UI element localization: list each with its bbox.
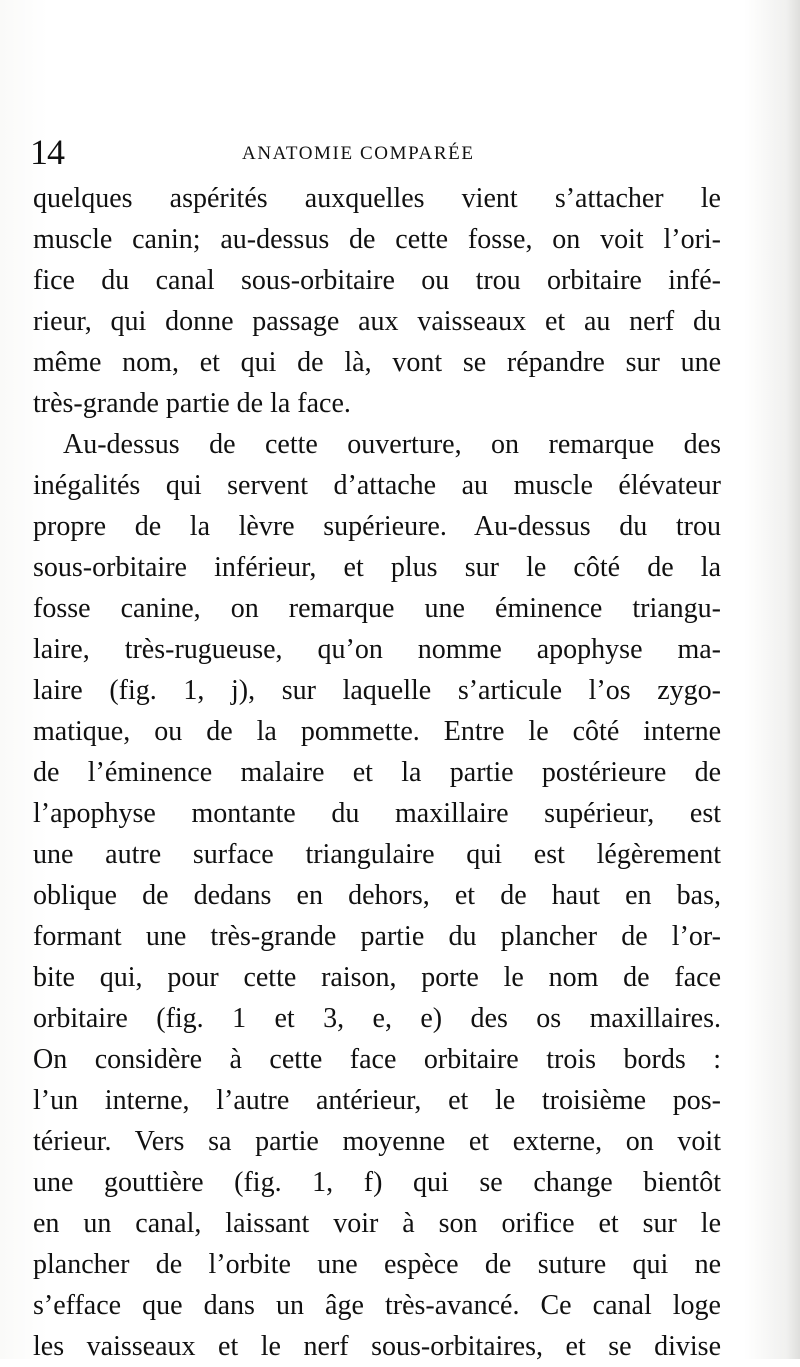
text-line: térieur. Vers sa partie moyenne et externe, on voit xyxy=(33,1126,721,1157)
text-line: l’un interne, l’autre antérieur, et le troisième pos- xyxy=(33,1085,721,1116)
page-number: 14 xyxy=(30,132,64,172)
text-line: fice du canal sous-orbitaire ou trou orbitaire infé- xyxy=(33,265,721,296)
text-line: inégalités qui servent d’attache au muscle élévateur xyxy=(33,470,721,501)
text-line: plancher de l’orbite une espèce de suture qui ne xyxy=(33,1249,721,1280)
text-line: On considère à cette face orbitaire trois bords : xyxy=(33,1044,721,1075)
text-line: laire (fig. 1, j), sur laquelle s’articule l’os zygo- xyxy=(33,675,721,706)
page-header xyxy=(30,130,720,180)
text-line: fosse canine, on remarque une éminence triangu- xyxy=(33,593,721,624)
running-title: ANATOMIE COMPARÉE xyxy=(242,143,475,164)
text-line: sous-orbitaire inférieur, et plus sur le côté de la xyxy=(33,552,721,583)
text-line: oblique de dedans en dehors, et de haut en bas, xyxy=(33,880,721,911)
page-edge-shadow xyxy=(786,0,800,1359)
text-line: rieur, qui donne passage aux vaisseaux et au nerf du xyxy=(33,306,721,337)
text-line: propre de la lèvre supérieure. Au-dessus du trou xyxy=(33,511,721,542)
text-line: en un canal, laissant voir à son orifice et sur le xyxy=(33,1208,721,1239)
text-line: orbitaire (fig. 1 et 3, e, e) des os maxillaires. xyxy=(33,1003,721,1034)
text-line: formant une très-grande partie du plancher de l’or- xyxy=(33,921,721,952)
text-line: matique, ou de la pommette. Entre le côté interne xyxy=(33,716,721,747)
text-line: une gouttière (fig. 1, f) qui se change bientôt xyxy=(33,1167,721,1198)
text-line: les vaisseaux et le nerf sous-orbitaires, et se divise xyxy=(33,1331,721,1362)
text-line: une autre surface triangulaire qui est légèrement xyxy=(33,839,721,870)
text-line: muscle canin; au-dessus de cette fosse, on voit l’ori- xyxy=(33,224,721,255)
text-line: de l’éminence malaire et la partie postérieure de xyxy=(33,757,721,788)
text-line: s’efface que dans un âge très-avancé. Ce canal loge xyxy=(33,1290,721,1321)
text-line: l’apophyse montante du maxillaire supérieur, est xyxy=(33,798,721,829)
text-line: très-grande partie de la face. xyxy=(33,388,351,419)
text-line: quelques aspérités auxquelles vient s’attacher le xyxy=(33,183,721,214)
text-line: même nom, et qui de là, vont se répandre sur une xyxy=(33,347,721,378)
text-line: Au-dessus de cette ouverture, on remarque des xyxy=(63,429,721,460)
text-line: laire, très-rugueuse, qu’on nomme apophyse ma- xyxy=(33,634,721,665)
text-line: bite qui, pour cette raison, porte le nom de face xyxy=(33,962,721,993)
body-text xyxy=(33,178,721,1367)
